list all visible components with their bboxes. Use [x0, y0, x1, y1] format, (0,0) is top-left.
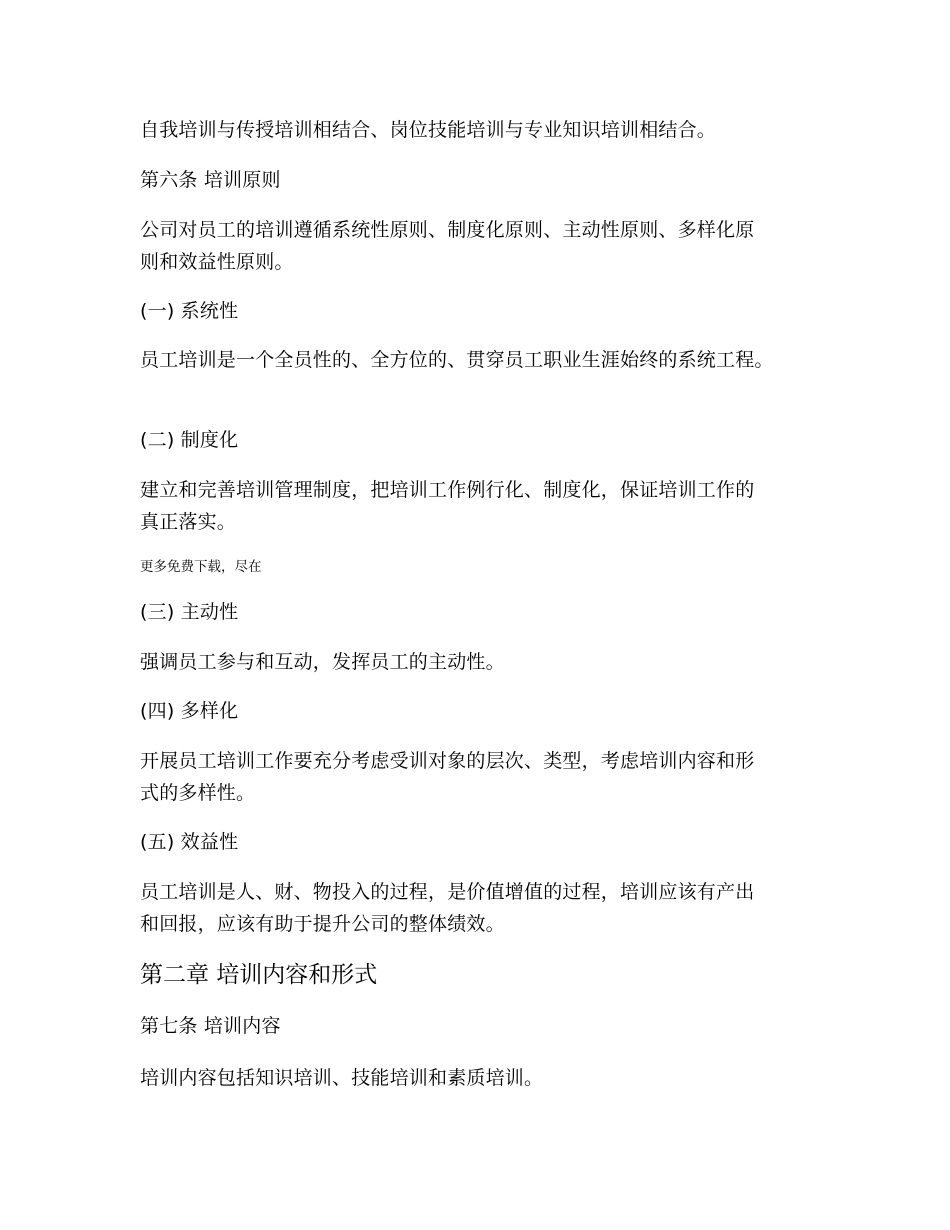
item-3-paragraph: 强调员工参与和互动，发挥员工的主动性。 — [140, 651, 505, 673]
item-5-heading: (五) 效益性 — [140, 831, 239, 853]
principles-paragraph-line-1: 公司对员工的培训遵循系统性原则、制度化原则、主动性原则、多样化原 — [140, 219, 755, 241]
item-4-paragraph-line-2: 式的多样性。 — [140, 782, 256, 804]
article-7-heading: 第七条 培训内容 — [140, 1015, 281, 1037]
paragraph-combined-training: 自我培训与传授培训相结合、岗位技能培训与专业知识培训相结合。 — [140, 119, 717, 141]
principles-paragraph-line-2: 则和效益性原则。 — [140, 251, 294, 273]
item-5-paragraph-line-1: 员工培训是人、财、物投入的过程，是价值增值的过程，培训应该有产出 — [140, 881, 755, 903]
chapter-2-heading: 第二章 培训内容和形式 — [140, 962, 378, 988]
item-5-paragraph-line-2: 和回报，应该有助于提升公司的整体绩效。 — [140, 913, 505, 935]
download-note: 更多免费下载，尽在 — [140, 559, 262, 575]
item-1-heading: (一) 系统性 — [140, 300, 239, 322]
item-2-paragraph-line-1: 建立和完善培训管理制度，把培训工作例行化、制度化，保证培训工作的 — [140, 479, 755, 501]
item-4-paragraph-line-1: 开展员工培训工作要充分考虑受训对象的层次、类型，考虑培训内容和形 — [140, 750, 755, 772]
item-3-heading: (三) 主动性 — [140, 601, 239, 623]
article-7-paragraph: 培训内容包括知识培训、技能培训和素质培训。 — [140, 1067, 544, 1089]
article-6-heading: 第六条 培训原则 — [140, 169, 281, 191]
item-1-paragraph: 员工培训是一个全员性的、全方位的、贯穿员工职业生涯始终的系统工程。 — [140, 349, 774, 371]
item-2-heading: (二) 制度化 — [140, 429, 239, 451]
item-4-heading: (四) 多样化 — [140, 700, 239, 722]
item-2-paragraph-line-2: 真正落实。 — [140, 511, 237, 533]
